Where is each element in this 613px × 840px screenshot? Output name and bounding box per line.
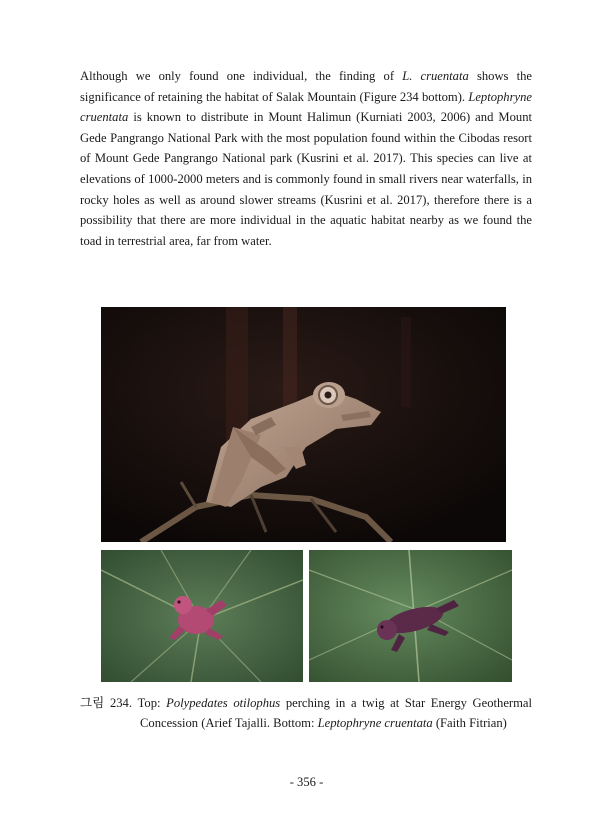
body-text-part: Although we only found one individual, the finding of [80, 69, 403, 83]
figure-caption [80, 693, 532, 733]
photo-tree-frog [101, 307, 506, 542]
figure-label: 그림 234. [80, 696, 132, 710]
species-name: Leptophryne cruentata [317, 716, 433, 730]
body-text-part: shows the significance of retaining the habitat of Salak Mountain (Figure 234 bottom). [80, 69, 532, 104]
caption-text: Concession (Arief Tajalli. Bottom: [140, 716, 318, 730]
caption-text: Top: [132, 696, 167, 710]
caption-line-2 [80, 713, 532, 733]
species-name: Polypedates otilophus [166, 696, 281, 710]
body-text-part: is known to distribute in Mount Halimun (Kurniati 2003, 2006) and Mount Gede Pangrango National Park with the most population found within the Cibodas resort of Mount Gede Pangrango National park (Kusrini et al. 2017). This species can live at elevations of 1000-2000 meters and is commonly found in small rivers near waterfalls, in rocky holes as well as around slower streams (Kusrini et al. 2017), therefore there is a possibility that there are more individual in the aquatic habitat nearby as we found the toad in terrestrial area, far from water. [80, 110, 532, 248]
photo-toad-pink [101, 550, 303, 682]
body-paragraph [80, 66, 532, 251]
caption-line-1 [80, 693, 532, 713]
photo-toad-purple [309, 550, 512, 682]
caption-text: perching in a twig at Star Energy Geothermal [280, 696, 532, 710]
page-number: - 356 - [289, 775, 324, 789]
species-name: L. cruentata [402, 69, 469, 83]
species-name: Leptophryne cruentata [80, 89, 532, 125]
caption-text: (Faith Fitrian) [432, 716, 507, 730]
